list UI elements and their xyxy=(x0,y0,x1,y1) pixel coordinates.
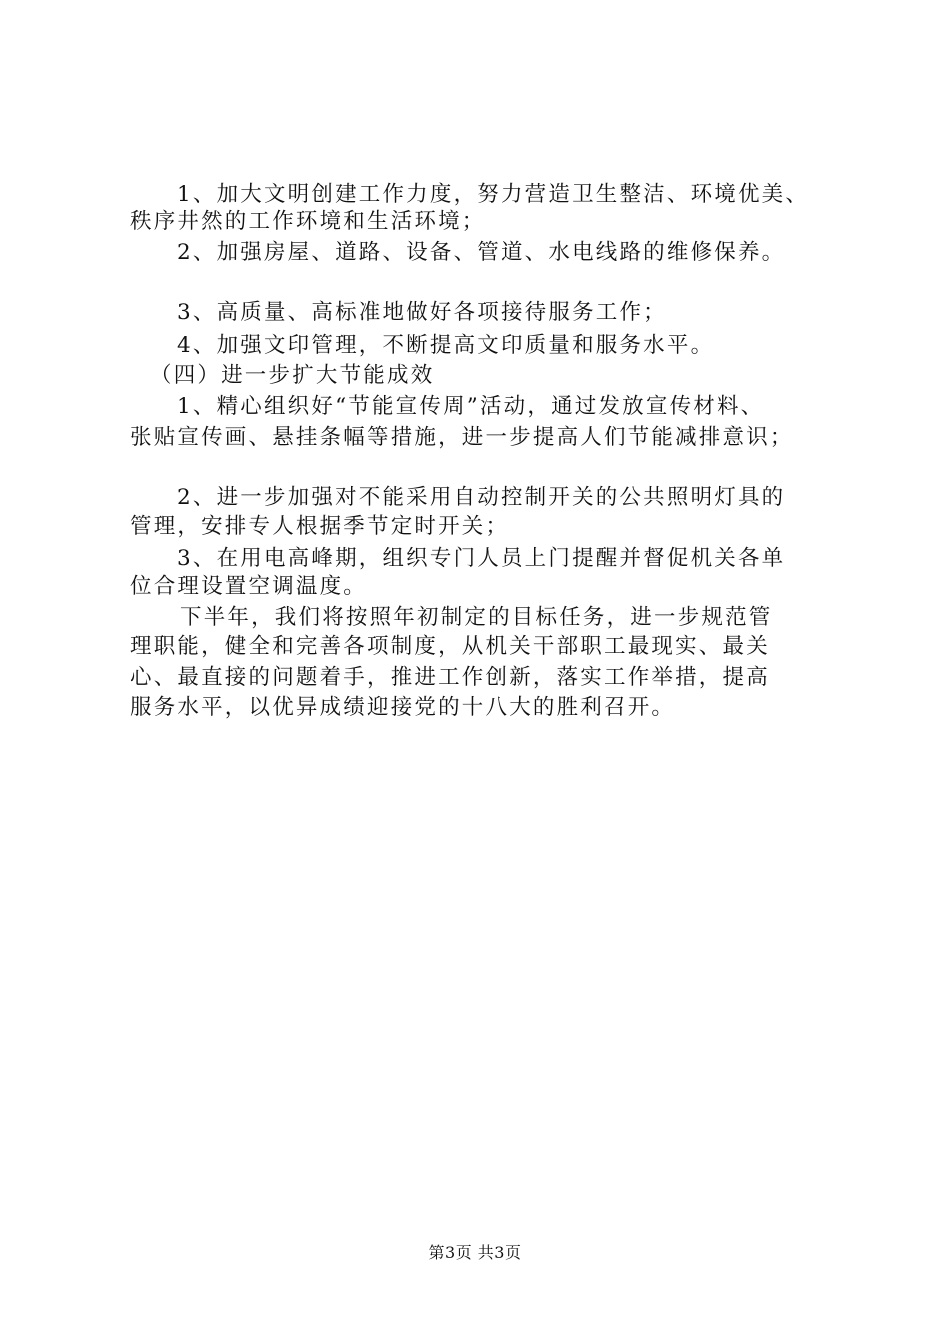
energy-item-3-line-1: 3、在用电高峰期，组织专门人员上门提醒并督促机关各单 xyxy=(177,546,786,571)
energy-item-2-line-1: 2、进一步加强对不能采用自动控制开关的公共照明灯具的 xyxy=(177,485,786,510)
page-footer: 第3页 共3页 xyxy=(428,1243,522,1262)
item-3-line-1: 3、高质量、高标准地做好各项接待服务工作； xyxy=(177,300,667,325)
item-1-line-2: 秩序井然的工作环境和生活环境； xyxy=(130,209,486,234)
closing-paragraph-line-2: 理职能，健全和完善各项制度，从机关干部职工最现实、最关 xyxy=(130,634,770,659)
energy-item-3-line-2: 位合理设置空调温度。 xyxy=(130,574,368,599)
item-2-line-1: 2、加强房屋、道路、设备、管道、水电线路的维修保养。 xyxy=(177,240,786,265)
closing-paragraph-line-3: 心、最直接的问题着手，推进工作创新，落实工作举措，提高 xyxy=(130,665,770,690)
item-4-line-1: 4、加强文印管理，不断提高文印质量和服务水平。 xyxy=(177,333,715,358)
item-1-line-1: 1、加大文明创建工作力度，努力营造卫生整洁、环境优美、 xyxy=(177,182,810,207)
energy-item-1-line-2: 张贴宣传画、悬挂条幅等措施，进一步提高人们节能减排意识； xyxy=(130,425,794,450)
energy-item-1-line-1: 1、精心组织好“节能宣传周”活动，通过发放宣传材料、 xyxy=(177,394,765,419)
section-heading: （四）进一步扩大节能成效 xyxy=(150,363,435,388)
closing-paragraph-line-4: 服务水平，以优异成绩迎接党的十八大的胜利召开。 xyxy=(130,695,676,720)
closing-paragraph-line-1: 下半年，我们将按照年初制定的目标任务，进一步规范管 xyxy=(180,605,773,630)
energy-item-2-line-2: 管理，安排专人根据季节定时开关； xyxy=(130,514,510,539)
